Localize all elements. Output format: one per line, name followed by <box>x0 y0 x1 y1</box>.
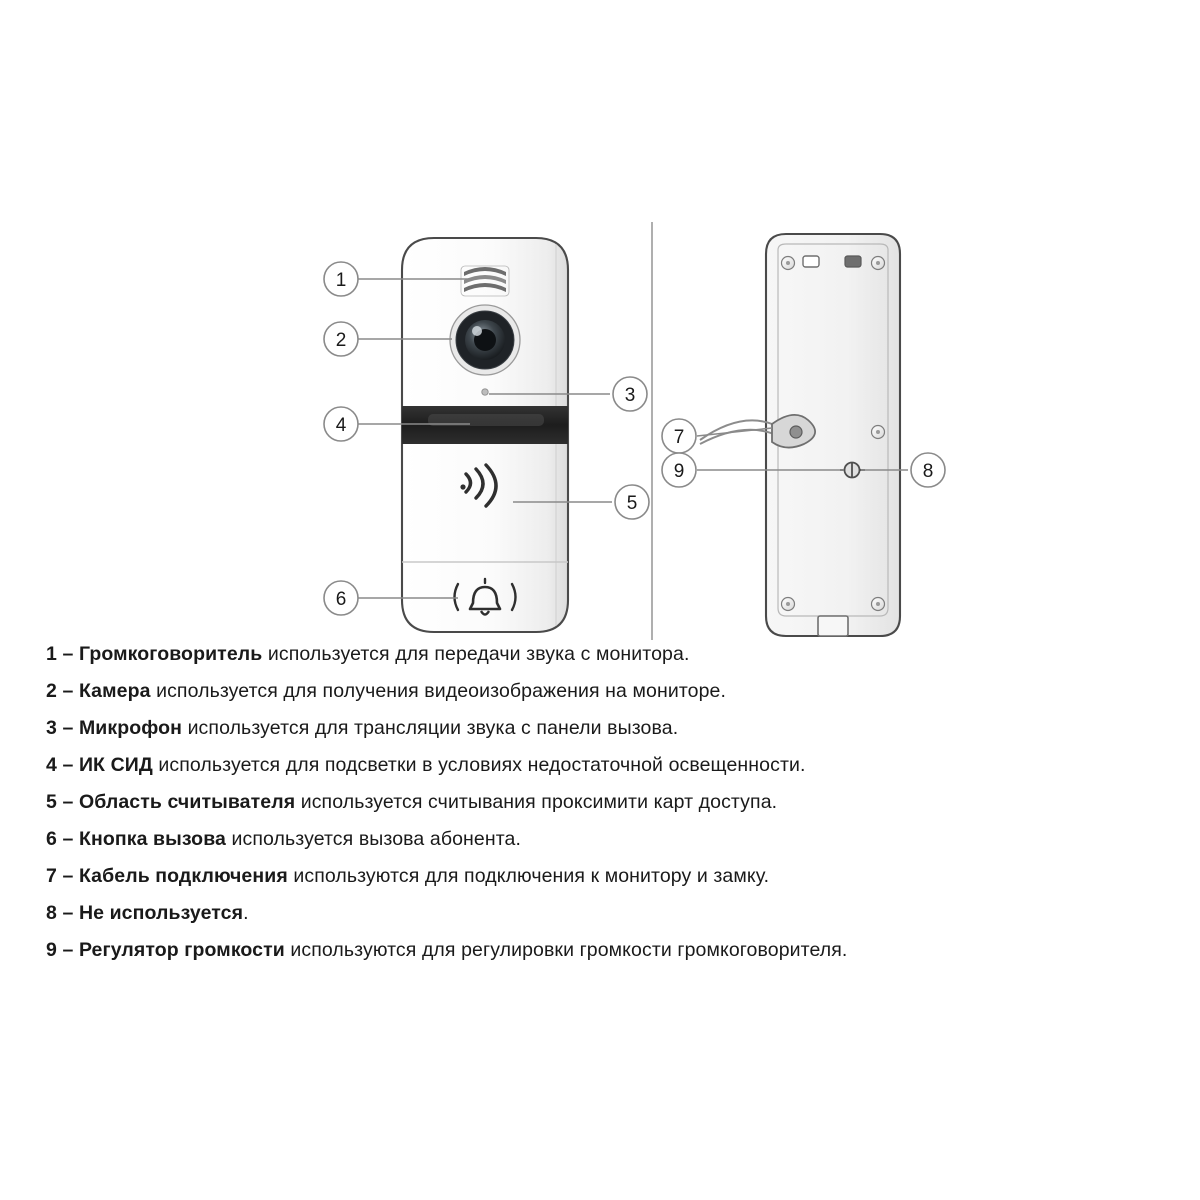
legend-item-description: используется для трансляции звука с панели вызова. <box>182 717 679 739</box>
legend-item <box>46 895 1156 932</box>
callout-3-label: 3 <box>624 385 636 406</box>
callout-7-label: 7 <box>673 427 685 448</box>
callout-5-label: 5 <box>626 493 638 514</box>
legend-item-number: 5 – <box>46 791 79 813</box>
callout-9-label: 9 <box>673 461 685 482</box>
legend-item-number: 6 – <box>46 828 79 850</box>
legend-item-term: Область считывателя <box>78 791 296 813</box>
connection-cable-icon <box>700 415 815 448</box>
legend-item <box>46 932 1156 969</box>
legend-item-description: используются для подключения к монитору и замку. <box>287 865 770 887</box>
legend-item <box>46 636 1156 673</box>
legend-item-term: Кабель подключения <box>78 865 288 887</box>
callout-6 <box>324 581 358 615</box>
legend-item-term: Микрофон <box>78 717 183 739</box>
legend-item <box>46 710 1156 747</box>
legend-item <box>46 858 1156 895</box>
legend-item-description: используется вызова абонента. <box>225 828 521 850</box>
callout-4-label: 4 <box>335 415 347 436</box>
legend-item-term: Громкоговоритель <box>78 643 263 665</box>
callout-2 <box>324 322 358 356</box>
callout-5 <box>615 485 649 519</box>
callout-4 <box>324 407 358 441</box>
callout-2-label: 2 <box>335 330 347 351</box>
legend-item-term: Не используется <box>78 902 244 924</box>
callout-3 <box>613 377 647 411</box>
legend-item <box>46 747 1156 784</box>
legend-item-term: Кнопка вызова <box>78 828 226 850</box>
legend-item-number: 8 – <box>46 902 79 924</box>
legend-item-number: 7 – <box>46 865 79 887</box>
legend-item-description: используется для подсветки в условиях недостаточной освещенности. <box>152 754 806 776</box>
callout-1-label: 1 <box>335 270 347 291</box>
legend-list <box>46 636 1156 969</box>
legend-item-number: 2 – <box>46 680 79 702</box>
legend-item-description: используются для регулировки громкости громкоговорителя. <box>284 939 848 961</box>
legend-item-term: ИК СИД <box>78 754 153 776</box>
legend-item-number: 1 – <box>46 643 79 665</box>
legend-item <box>46 821 1156 858</box>
ir-led-strip-icon <box>402 406 568 444</box>
legend-item-description: . <box>243 902 249 924</box>
microphone-hole-icon <box>482 389 488 395</box>
camera-lens-icon <box>450 305 520 375</box>
callout-7 <box>662 419 696 453</box>
legend-item-term: Камера <box>78 680 151 702</box>
callout-8-label: 8 <box>922 461 934 482</box>
legend-item-term: Регулятор громкости <box>78 939 285 961</box>
back-panel-bottom-notch <box>818 616 848 636</box>
legend-item-description: используется считывания проксимити карт доступа. <box>295 791 778 813</box>
legend-item-number: 9 – <box>46 939 79 961</box>
legend-item <box>46 784 1156 821</box>
legend-item-number: 4 – <box>46 754 79 776</box>
callout-8 <box>911 453 945 487</box>
legend-item <box>46 673 1156 710</box>
legend-item-number: 3 – <box>46 717 79 739</box>
callout-6-label: 6 <box>335 589 347 610</box>
legend-item-description: используется для передачи звука с монитора. <box>262 643 690 665</box>
callout-9 <box>662 453 696 487</box>
legend-item-description: используется для получения видеоизображения на мониторе. <box>150 680 726 702</box>
callout-1 <box>324 262 358 296</box>
